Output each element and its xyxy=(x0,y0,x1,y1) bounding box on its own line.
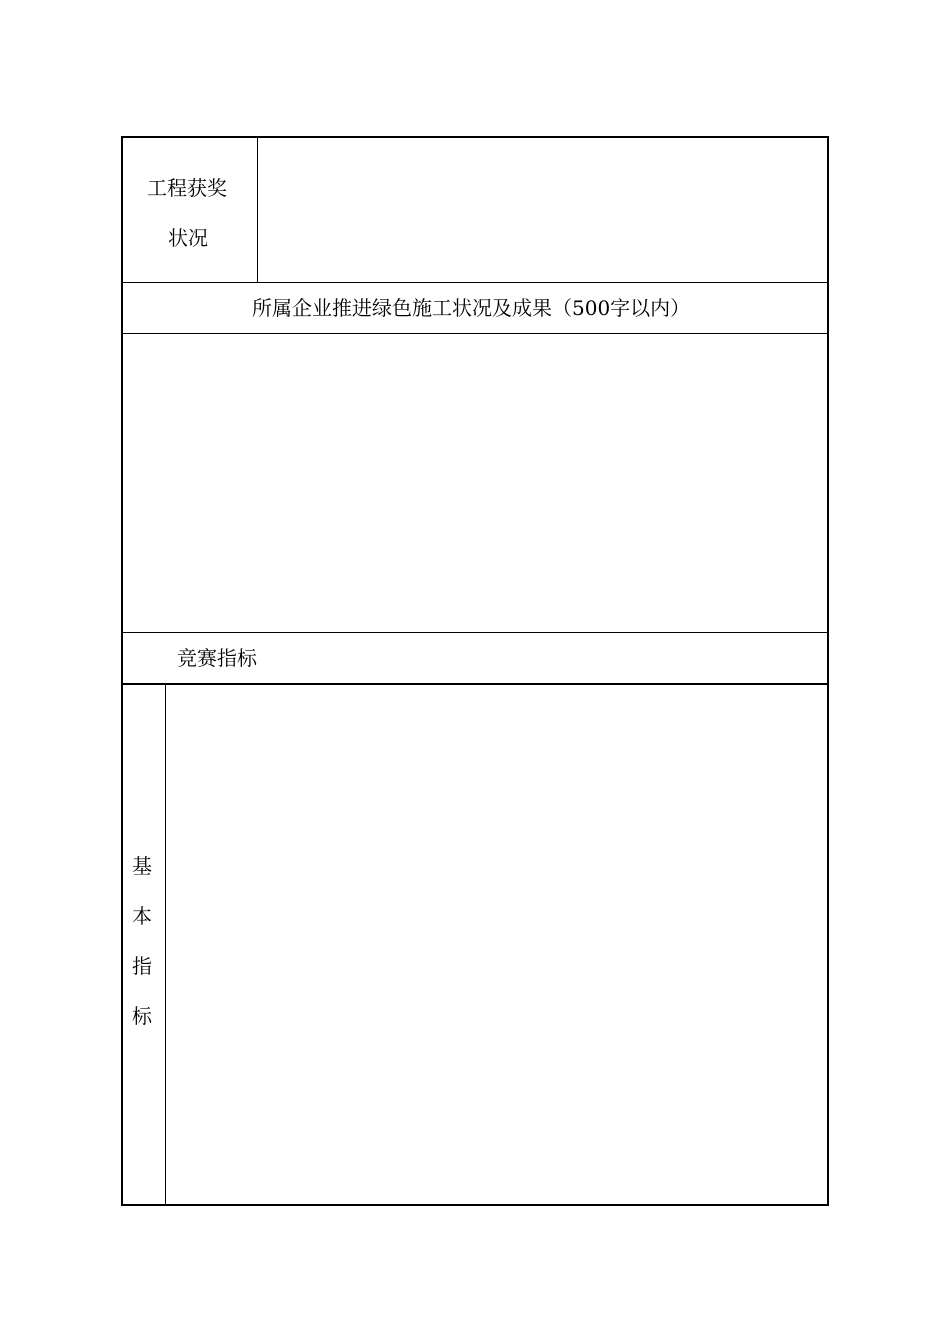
basic-indicators-label-cell xyxy=(123,684,165,1206)
basic-indicators-char-1: 基 xyxy=(132,854,152,878)
basic-indicators-char-3: 指 xyxy=(132,954,152,978)
award-status-value-cell[interactable] xyxy=(258,138,827,282)
contest-indicators-heading: 竞赛指标 xyxy=(177,646,257,670)
contest-indicators-heading-cell xyxy=(123,632,827,684)
green-construction-content-cell[interactable] xyxy=(123,334,827,632)
award-status-label-line1: 工程获奖 xyxy=(147,176,227,200)
basic-indicators-content-cell[interactable] xyxy=(166,685,827,1206)
basic-indicators-char-4: 标 xyxy=(132,1004,152,1028)
award-status-label-line2: 状况 xyxy=(168,226,208,250)
award-status-label-cell xyxy=(123,138,257,282)
application-form-table xyxy=(121,136,829,1206)
basic-indicators-char-2: 本 xyxy=(132,904,152,928)
green-construction-heading-cell xyxy=(123,282,827,333)
green-construction-heading: 所属企业推进绿色施工状况及成果（500字以内） xyxy=(252,296,691,320)
